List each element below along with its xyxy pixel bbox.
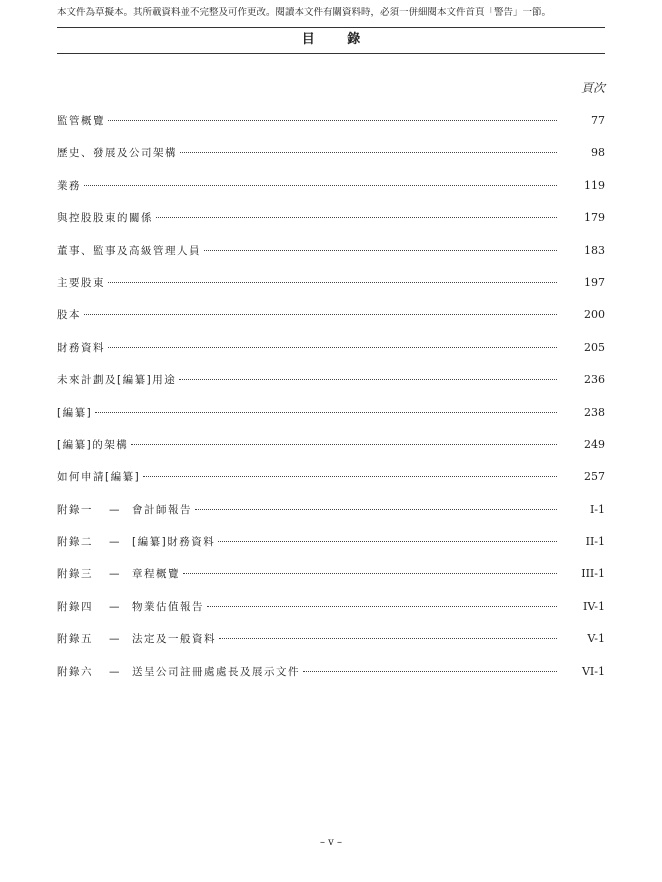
toc-entry-page: 119 (584, 178, 605, 192)
page-number: – v – (319, 837, 342, 848)
dot-leader (156, 217, 557, 218)
appendix-number: 附錄六 (57, 665, 93, 678)
toc-entry-label: 財務資料 (57, 341, 105, 354)
toc-entry[interactable] (57, 405, 605, 437)
appendix-number: 附錄四 (57, 600, 93, 613)
dot-leader (131, 444, 557, 445)
toc-entry-label: 歷史、發展及公司架構 (57, 147, 177, 160)
toc-entry-label: 主要股東 (57, 276, 105, 289)
appendix-number: 附錄三 (57, 568, 93, 581)
toc-entry[interactable] (57, 243, 605, 275)
page-column-label: 頁次 (580, 81, 605, 95)
toc-entry[interactable] (57, 340, 605, 372)
page-title: 目 錄 (301, 32, 375, 47)
toc-entry-page: 197 (584, 275, 605, 289)
toc-entry-label: 未來計劃及[編纂]用途 (57, 374, 177, 387)
toc-entry-label: 與控股股東的關係 (57, 212, 153, 225)
appendix-page: III-1 (581, 567, 605, 581)
toc-entry-page: 183 (584, 243, 605, 257)
toc-entry[interactable] (57, 210, 605, 242)
appendix-title: 送呈公司註冊處處長及展示文件 (132, 665, 300, 678)
toc-entry-page: 179 (584, 211, 605, 225)
appendix-page: IV-1 (583, 599, 605, 613)
appendix-number: 附錄二 (57, 536, 93, 549)
toc-entry-page: 200 (584, 308, 605, 322)
toc-entry-page: 77 (591, 114, 605, 127)
dot-leader (108, 282, 557, 283)
dot-leader (108, 120, 557, 121)
toc-entry[interactable] (57, 307, 605, 339)
appendix-title: 物業估值報告 (132, 600, 204, 613)
dot-leader (207, 606, 557, 607)
toc-appendix-entry[interactable] (57, 534, 605, 566)
toc-entry[interactable] (57, 437, 605, 469)
toc-entry-label: [編纂]的架構 (57, 438, 129, 451)
appendix-title: [編纂]財務資料 (132, 536, 216, 549)
appendix-page: II-1 (585, 535, 605, 549)
toc-entry[interactable] (57, 275, 605, 307)
dot-leader (179, 379, 557, 380)
appendix-title: 章程概覽 (132, 568, 180, 581)
dot-leader (143, 476, 557, 477)
toc-entry-page: 98 (591, 146, 605, 160)
toc-entry[interactable] (57, 145, 605, 177)
appendix-dash: — (109, 503, 120, 516)
header-top-rule (57, 27, 605, 28)
toc-entry-label: [編纂] (57, 406, 93, 419)
dot-leader (108, 347, 557, 348)
appendix-title: 法定及一般資料 (132, 633, 216, 646)
draft-disclaimer: 本文件為草擬本。其所載資料並不完整及可作更改。閱讀本文件有關資料時，必須一併細閱本文件首頁「警告」一節。 (57, 7, 552, 18)
appendix-number: 附錄五 (57, 633, 93, 646)
appendix-page: V-1 (587, 632, 605, 646)
toc-entry-label: 監管概覽 (57, 115, 105, 127)
appendix-page: I-1 (589, 502, 605, 516)
dot-leader (180, 152, 557, 153)
toc-appendix-entry[interactable] (57, 631, 605, 663)
toc-entry-label: 股本 (57, 309, 81, 322)
toc-entry-page: 249 (584, 437, 605, 451)
appendix-title: 會計師報告 (132, 503, 192, 516)
toc-appendix-entry[interactable] (57, 664, 605, 696)
toc-appendix-entry[interactable] (57, 502, 605, 534)
toc-entry-page: 257 (584, 470, 605, 484)
dot-leader (219, 638, 557, 639)
toc-entry-label: 業務 (57, 179, 81, 192)
toc-entry-page: 238 (584, 405, 605, 419)
dot-leader (84, 314, 557, 315)
dot-leader (183, 573, 557, 574)
dot-leader (95, 412, 557, 413)
appendix-dash: — (109, 633, 120, 646)
dot-leader (218, 541, 557, 542)
toc-entry-label: 如何申請[編纂] (57, 471, 141, 484)
appendix-number: 附錄一 (57, 503, 93, 516)
dot-leader (195, 509, 557, 510)
table-of-contents (57, 113, 605, 696)
appendix-dash: — (109, 600, 120, 613)
toc-entry-page: 205 (584, 340, 605, 354)
appendix-dash: — (109, 536, 120, 549)
toc-appendix-entry[interactable] (57, 566, 605, 598)
toc-entry-page: 236 (584, 373, 605, 387)
toc-entry[interactable] (57, 372, 605, 404)
toc-appendix-entry[interactable] (57, 599, 605, 631)
toc-entry[interactable] (57, 113, 605, 145)
header-bottom-rule (57, 53, 605, 54)
toc-entry[interactable] (57, 178, 605, 210)
dot-leader (84, 185, 557, 186)
dot-leader (303, 671, 557, 672)
appendix-dash: — (109, 665, 120, 678)
appendix-dash: — (109, 568, 120, 581)
dot-leader (204, 250, 557, 251)
toc-entry[interactable] (57, 469, 605, 501)
toc-entry-label: 董事、監事及高級管理人員 (57, 244, 201, 257)
appendix-page: VI-1 (581, 664, 605, 678)
